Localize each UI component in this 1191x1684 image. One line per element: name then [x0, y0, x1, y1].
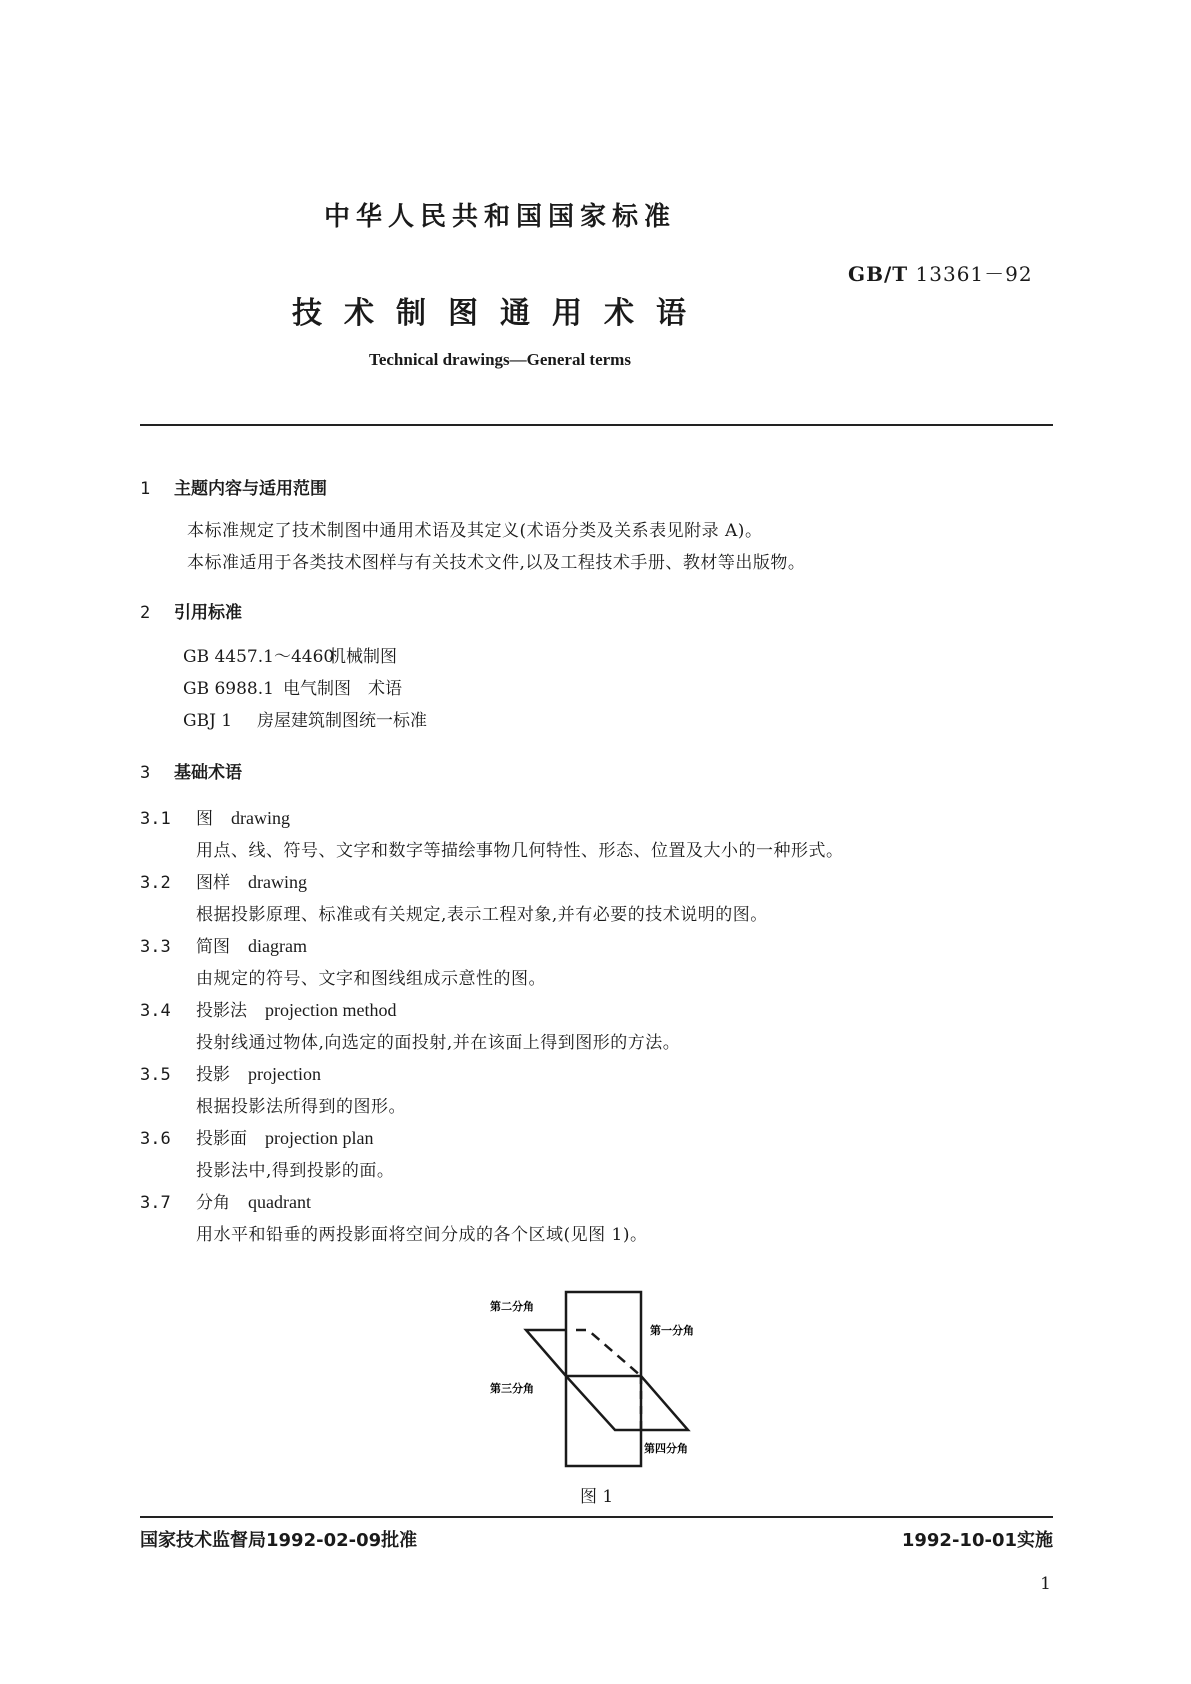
label-fourth-quadrant: 第四分角: [644, 1442, 688, 1455]
reference-code: GB 4457.1～4460: [183, 647, 335, 667]
reference-name: 机械制图: [329, 647, 397, 667]
reference-item: [183, 706, 427, 731]
header-divider: [140, 424, 1053, 426]
term-chinese: 简图: [196, 937, 230, 957]
term-number: 3.5: [140, 1065, 171, 1085]
horizontal-plane-front-edge: [566, 1376, 641, 1430]
horizontal-plane-right: [641, 1376, 688, 1430]
section-1-paragraph: 本标准规定了技术制图中通用术语及其定义(术语分类及关系表见附录 A)。: [187, 521, 763, 541]
term-number: 3.3: [140, 937, 171, 957]
term-definition: 用水平和铅垂的两投影面将空间分成的各个区域(见图 1)。: [196, 1225, 648, 1245]
figure-caption: 图 1: [580, 1487, 614, 1507]
term-chinese: 图: [196, 809, 213, 829]
term-chinese: 投影: [196, 1065, 230, 1085]
term-entry: [140, 1124, 373, 1149]
term-entry: [140, 1060, 321, 1085]
section-title: 引用标准: [174, 603, 242, 623]
term-english: drawing: [231, 808, 290, 828]
vertical-plane: [566, 1292, 641, 1466]
reference-item: [183, 642, 397, 667]
term-entry: [140, 868, 307, 893]
term-english: projection plan: [265, 1128, 374, 1148]
reference-item: [183, 674, 402, 699]
horizontal-plane-left: [526, 1330, 566, 1376]
term-number: 3.4: [140, 1001, 171, 1021]
term-number: 3.1: [140, 809, 171, 829]
quadrant-diagram: [490, 1280, 710, 1480]
document-title-cn: 技术制图通用术语: [292, 296, 708, 331]
term-english: projection method: [265, 1000, 397, 1020]
reference-code: GBJ 1: [183, 711, 233, 731]
reference-code: GB 6988.1: [183, 679, 274, 699]
term-chinese: 分角: [196, 1193, 230, 1213]
term-entry: [140, 804, 290, 829]
term-number: 3.6: [140, 1129, 171, 1149]
term-english: diagram: [248, 936, 307, 956]
term-definition: 由规定的符号、文字和图线组成示意性的图。: [196, 969, 546, 989]
page-number: 1: [1040, 1574, 1051, 1594]
term-chinese: 投影法: [196, 1001, 247, 1021]
standard-code: GB/T: [848, 262, 909, 286]
approval-date: 国家技术监督局1992-02-09批准: [140, 1530, 418, 1551]
section-number: 2: [140, 603, 151, 623]
term-english: projection: [248, 1064, 321, 1084]
term-entry: [140, 932, 307, 957]
reference-name: 房屋建筑制图统一标准: [257, 711, 427, 731]
section-2-heading: [140, 598, 242, 623]
label-first-quadrant: 第一分角: [650, 1324, 694, 1337]
hidden-edge-top: [576, 1330, 641, 1376]
term-definition: 根据投影法所得到的图形。: [196, 1097, 406, 1117]
term-entry: [140, 1188, 311, 1213]
label-second-quadrant: 第二分角: [490, 1300, 534, 1313]
standard-number: [848, 258, 1033, 287]
country-standard-heading: 中华人民共和国国家标准: [323, 202, 676, 232]
footer-divider: [140, 1516, 1053, 1518]
term-english: quadrant: [248, 1192, 311, 1212]
term-english: drawing: [248, 872, 307, 892]
term-entry: [140, 996, 396, 1021]
standard-number-value: 13361－92: [915, 262, 1033, 286]
label-third-quadrant: 第三分角: [490, 1382, 534, 1395]
term-number: 3.2: [140, 873, 171, 893]
term-number: 3.7: [140, 1193, 171, 1213]
reference-name: 电气制图 术语: [283, 679, 402, 699]
section-number: 3: [140, 763, 151, 783]
term-definition: 投射线通过物体,向选定的面投射,并在该面上得到图形的方法。: [196, 1033, 681, 1053]
term-definition: 投影法中,得到投影的面。: [196, 1161, 395, 1181]
section-3-heading: [140, 758, 242, 783]
section-1-heading: [140, 474, 327, 499]
section-1-paragraph: 本标准适用于各类技术图样与有关技术文件,以及工程技术手册、教材等出版物。: [187, 553, 806, 573]
section-number: 1: [140, 479, 151, 499]
term-chinese: 图样: [196, 873, 230, 893]
term-definition: 用点、线、符号、文字和数字等描绘事物几何特性、形态、位置及大小的一种形式。: [196, 841, 844, 861]
section-title: 基础术语: [174, 763, 242, 783]
term-chinese: 投影面: [196, 1129, 247, 1149]
term-definition: 根据投影原理、标准或有关规定,表示工程对象,并有必要的技术说明的图。: [196, 905, 768, 925]
section-title: 主题内容与适用范围: [174, 479, 327, 499]
effective-date: 1992-10-01实施: [901, 1530, 1053, 1551]
document-title-en: Technical drawings—General terms: [369, 350, 631, 369]
